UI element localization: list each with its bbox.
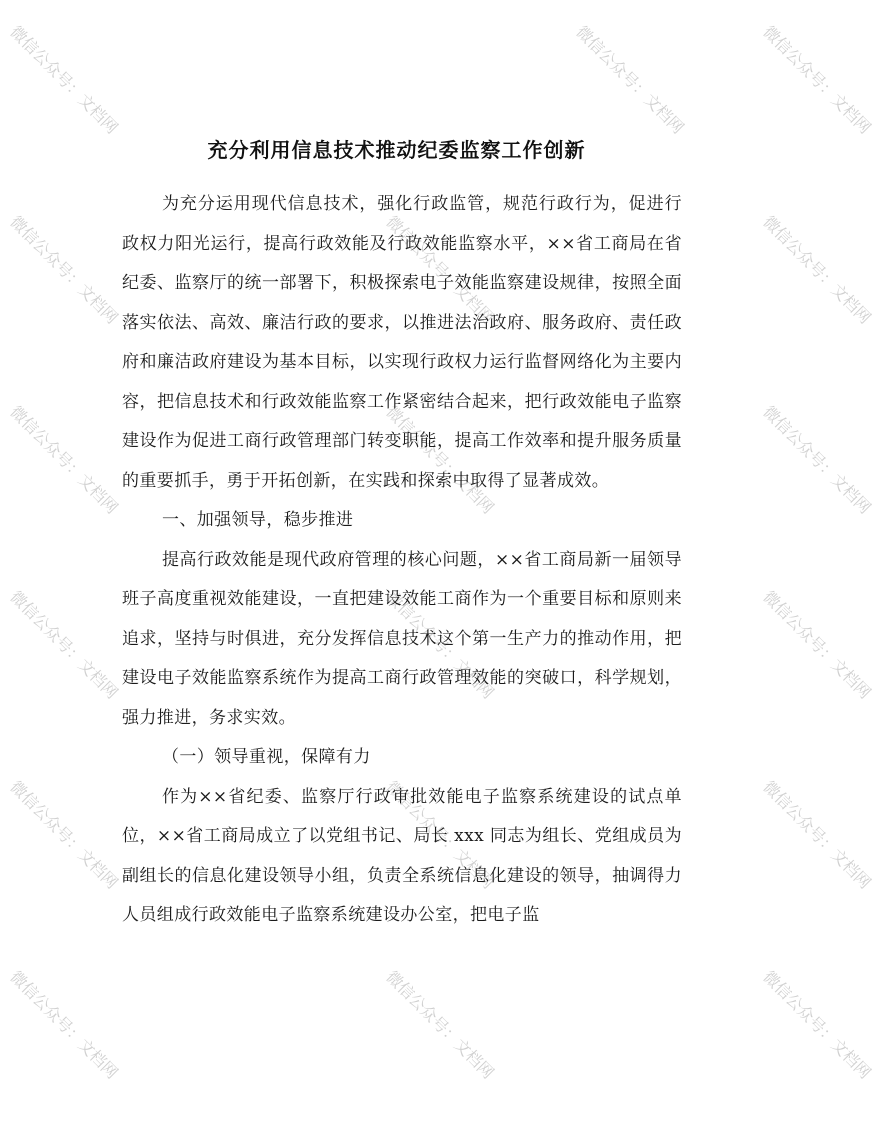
watermark: 微信公众号：文档网 <box>572 22 688 138</box>
watermark: 微信公众号：文档网 <box>382 212 498 328</box>
watermark: 微信公众号：文档网 <box>759 967 875 1083</box>
watermark: 微信公众号：文档网 <box>382 402 498 518</box>
paragraph-intro: 为充分运用现代信息技术，强化行政监管，规范行政行为，促进行政权力阳光运行，提高行政效能及行政效能监察水平，××省工商局在省纪委、监察厅的统一部署下，积极探索电子效能监察建设规律，按照全面落实依法、高效、廉洁行政的要求，以推进法治政府、服务政府、责任政府和廉洁政府建设为基本目标，以实现行政权力运行监督网络化为主要内容，把信息技术和行政效能监察工作紧密结合起来，把行政效能电子监察建设作为促进工商行政管理部门转变职能，提高工作效率和提升服务质量的重要抓手，勇于开拓创新，在实践和探索中取得了显著成效。 <box>122 194 682 491</box>
watermark: 微信公众号：文档网 <box>759 587 875 703</box>
watermark: 微信公众号：文档网 <box>6 212 122 328</box>
watermark: 微信公众号：文档网 <box>6 22 122 138</box>
paragraph-subsection-1: 作为××省纪委、监察厅行政审批效能电子监察系统建设的试点单位，××省工商局成立了以党组书记、局长 xxx 同志为组长、党组成员为副组长的信息化建设领导小组，负责全系统信息化建设的领导，抽调得力人员组成行政效能电子监察系统建设办公室，把电子监 <box>122 786 682 925</box>
document-title: 充分利用信息技术推动纪委监察工作创新 <box>207 138 586 162</box>
section-heading: 一、加强领导，稳步推进 <box>161 510 354 530</box>
paragraph-section-1: 提高行政效能是现代政府管理的核心问题，××省工商局新一届领导班子高度重视效能建设，一直把建设效能工商作为一个重要目标和原则来追求，坚持与时俱进，充分发挥信息技术这个第一生产力的推动作用，把建设电子效能监察系统作为提高工商行政管理效能的突破口，科学规划，强力推进，务求实效。 <box>122 549 682 728</box>
watermark: 微信公众号：文档网 <box>759 22 875 138</box>
watermark: 微信公众号：文档网 <box>6 777 122 893</box>
subsection-heading: （一）领导重视，保障有力 <box>161 747 371 767</box>
watermark: 微信公众号：文档网 <box>382 777 498 893</box>
watermark: 微信公众号：文档网 <box>759 402 875 518</box>
watermark: 微信公众号：文档网 <box>382 967 498 1083</box>
watermark: 微信公众号：文档网 <box>6 587 122 703</box>
watermark: 微信公众号：文档网 <box>759 212 875 328</box>
document-body <box>122 185 682 936</box>
watermark: 微信公众号：文档网 <box>382 587 498 703</box>
watermark: 微信公众号：文档网 <box>6 402 122 518</box>
watermark: 微信公众号：文档网 <box>759 777 875 893</box>
watermark: 微信公众号：文档网 <box>6 967 122 1083</box>
